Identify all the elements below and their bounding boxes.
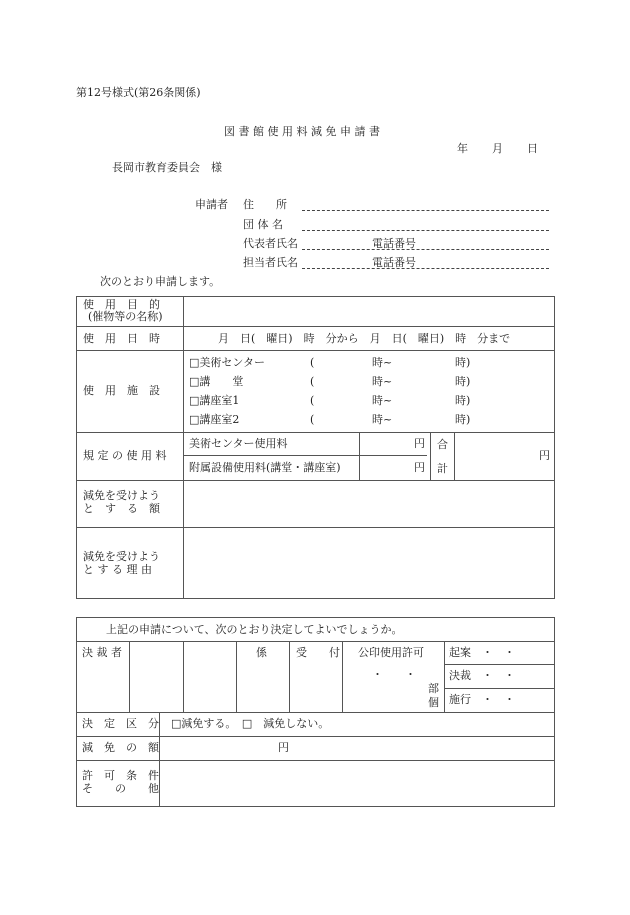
seal-label: 公印使用許可	[358, 646, 424, 659]
divider	[183, 641, 184, 712]
divider	[183, 455, 359, 456]
approver-label: 決 裁 者	[82, 646, 122, 659]
seal-unit: 部	[428, 682, 439, 695]
divider	[76, 432, 555, 433]
facility-time-open: (	[310, 375, 315, 388]
divider	[76, 527, 555, 528]
facility-time-from: 時~	[372, 375, 393, 388]
facility-time-to: 時)	[455, 375, 471, 388]
facility-time-from: 時~	[372, 413, 393, 426]
divider	[159, 712, 160, 807]
facility-time-open: (	[310, 394, 315, 407]
fee-row-name: 美術センター使用料	[189, 437, 288, 450]
page-title: 図 書 館 使 用 料 減 免 申 請 書	[224, 125, 380, 138]
facility-checkbox[interactable]: □美術センター	[189, 356, 265, 369]
facility-time-from: 時~	[372, 394, 393, 407]
divider	[236, 641, 237, 712]
total-unit: 円	[539, 449, 550, 462]
group-field[interactable]	[302, 230, 549, 231]
reduction-reason-label: と す る 理 由	[83, 563, 152, 576]
group-label: 団 体 名	[243, 218, 283, 231]
divider	[183, 296, 184, 599]
facility-label: 使 用 施 設	[83, 384, 160, 397]
divider	[359, 455, 427, 456]
approval-label: 決裁 ・ ・	[449, 669, 515, 682]
fee-row-name: 附属設備使用料(講堂・講座室)	[189, 461, 341, 474]
conditions-field[interactable]	[166, 766, 550, 802]
divider	[342, 641, 343, 712]
fee-row-unit: 円	[414, 437, 425, 450]
datetime-value[interactable]: 月 日( 曜日) 時 分から 月 日( 曜日) 時 分まで	[218, 332, 511, 345]
section-label: 係	[256, 646, 267, 659]
facility-checkbox[interactable]: □講座室2	[189, 413, 240, 426]
divider	[76, 326, 555, 327]
applicant-label: 申請者	[195, 198, 228, 211]
divider	[454, 432, 455, 480]
facility-time-to: 時)	[455, 356, 471, 369]
reduction-amount-label: と す る 額	[83, 502, 160, 515]
address-field[interactable]	[302, 210, 549, 211]
divider	[289, 641, 290, 712]
divider	[76, 760, 555, 761]
contact-label: 担当者氏名	[243, 256, 298, 269]
facility-time-to: 時)	[455, 413, 471, 426]
divider	[76, 350, 555, 351]
total-label: 計	[437, 462, 448, 475]
purpose-sublabel: (催物等の名称)	[88, 310, 163, 323]
facility-checkbox[interactable]: □講座室1	[189, 394, 240, 407]
decision-header: 上記の申請について、次のとおり決定してよいでしょうか。	[106, 623, 403, 636]
divider	[76, 712, 555, 713]
divider	[76, 736, 555, 737]
contact-field[interactable]	[302, 268, 549, 269]
decision-options[interactable]: □減免する。 □ 減免しない。	[171, 717, 330, 730]
conditions-label: そ の 他	[82, 782, 159, 795]
divider	[129, 641, 130, 712]
reduction-reason-label: 減免を受けよう	[83, 550, 160, 563]
purpose-label: 使 用 目 的	[83, 298, 160, 311]
divider	[76, 480, 555, 481]
intro-text: 次のとおり申請します。	[100, 275, 221, 288]
purpose-field[interactable]	[190, 303, 550, 321]
draft-label: 起案 ・ ・	[449, 646, 515, 659]
reduction-amount-label: 減免を受けよう	[83, 489, 160, 502]
divider	[444, 688, 555, 689]
fee-label: 規 定 の 使 用 料	[83, 449, 167, 462]
fee-row-unit: 円	[414, 461, 425, 474]
decision-label: 決 定 区 分	[82, 717, 159, 730]
facility-time-from: 時~	[372, 356, 393, 369]
divider	[359, 432, 360, 480]
reduction-amount-field[interactable]	[190, 486, 550, 522]
date-year: 年	[457, 142, 468, 155]
addressee: 長岡市教育委員会 様	[112, 161, 222, 174]
amount-label: 減 免 の 額	[82, 741, 159, 754]
divider	[444, 664, 555, 665]
amount-unit: 円	[278, 741, 289, 754]
facility-time-open: (	[310, 356, 315, 369]
date-month: 月	[492, 142, 503, 155]
divider	[76, 641, 555, 642]
facility-time-to: 時)	[455, 394, 471, 407]
form-number: 第12号様式(第26条関係)	[76, 86, 201, 99]
representative-field[interactable]	[302, 249, 549, 250]
divider	[444, 641, 445, 712]
seal-unit: 個	[428, 696, 439, 709]
datetime-label: 使 用 日 時	[83, 332, 160, 345]
contact-phone-label: 電話番号	[372, 256, 416, 269]
representative-label: 代表者氏名	[243, 237, 298, 250]
enforce-label: 施行 ・ ・	[449, 693, 515, 706]
reception-label: 受 付	[296, 646, 340, 659]
total-label: 合	[437, 438, 448, 451]
conditions-label: 許 可 条 件	[82, 769, 159, 782]
reduction-reason-field[interactable]	[190, 533, 550, 593]
divider	[430, 432, 431, 480]
date-day: 日	[527, 142, 538, 155]
seal-dots: ・ ・	[372, 668, 416, 681]
facility-time-open: (	[310, 413, 315, 426]
address-label: 住 所	[243, 198, 287, 211]
facility-checkbox[interactable]: □講 堂	[189, 375, 244, 388]
representative-phone-label: 電話番号	[372, 237, 416, 250]
